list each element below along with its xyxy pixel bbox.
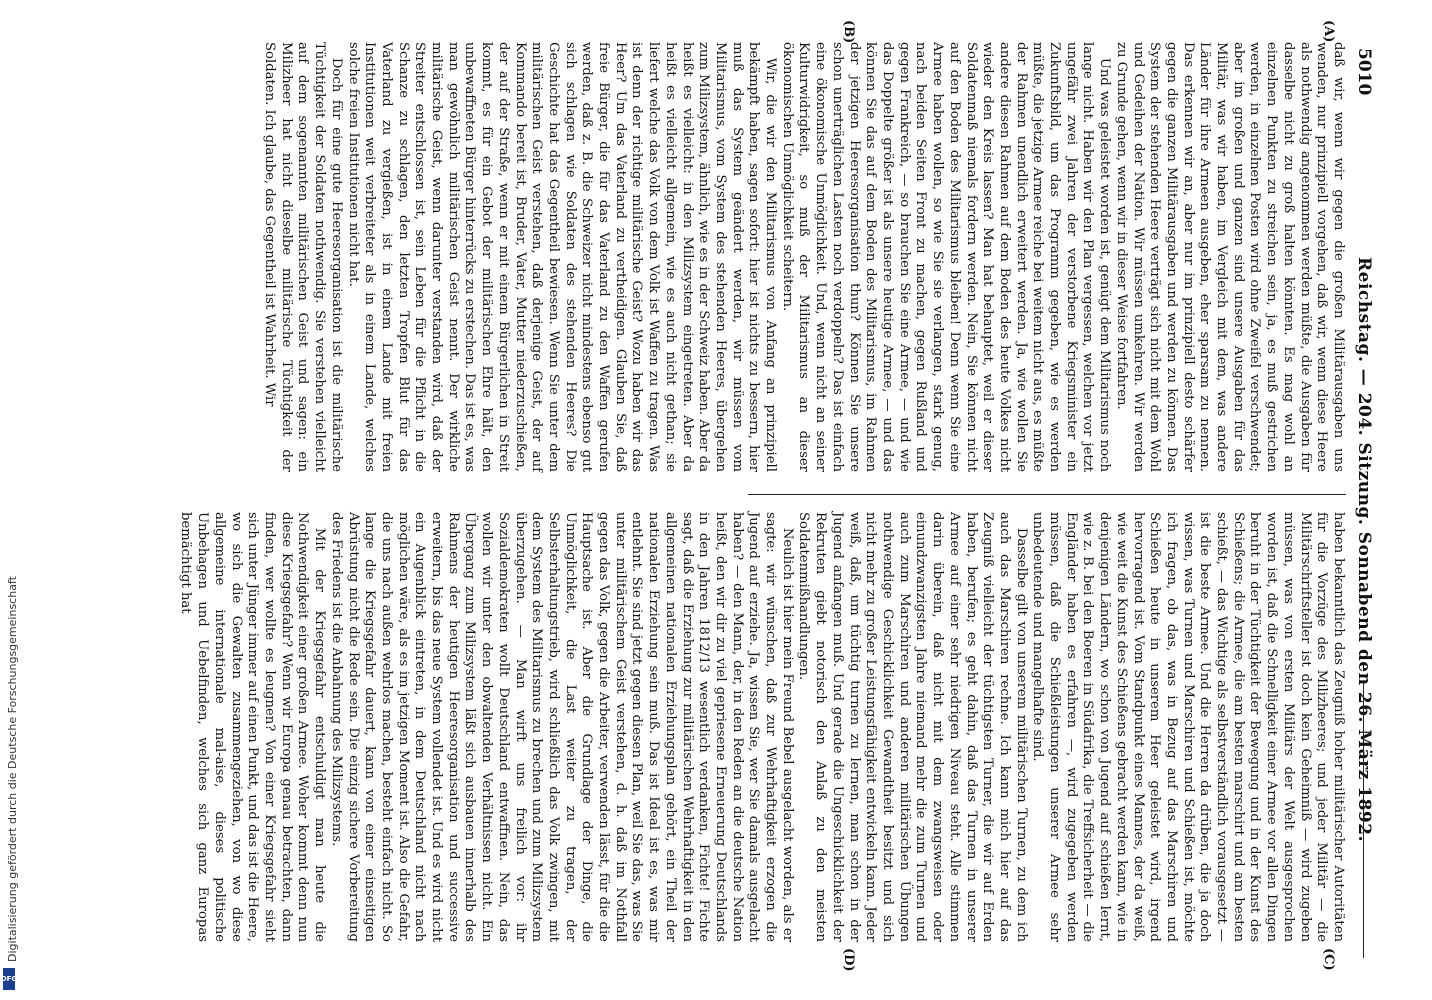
column-divider xyxy=(748,494,1346,495)
funding-note: Digitalisierung gefördert durch die Deutsche Forschungsgemeinschaft xyxy=(6,576,19,962)
right-paragraph: haben bekanntlich das Zeugniß hoher militärischer Autoritäten für die Vorzüge des Milizheeres; und jeder Militär — die Militärschriftsteller ist doch kein Geheimniß — wird zugeben müssen, was von ersten Militärs der Welt ausgesprochen worden ist, daß die Schnelligkeit einer Armee vor allen Dingen beruht in der Tüchtigkeit der Bewegung und in der Kunst des Schießens; die Armee, die am besten marschirt und am besten schießt, — das Wichtige als selbstverständlich vorausgesetzt — ist die beste Armee. Und die Herren da drüben, die ja doch wissen, was Turnen und Marschiren und Schießen ist, möchte ich fragen, ob das, was in Bezug auf das Marschiren und Schießen heute in unserem Heer geleistet wird, irgend hervorragend ist. Vom Standpunkt eines Mannes, der da weiß, wie weit die Kunst des Schießens gebracht werden kann, wie in denjenigen Ländern, wo schon von Jugend auf schießen lernt, wie z. B. bei den Boeren in Südafrika, die Treffsicherheit — die Engländer haben es erfahren —, wird zugegeben werden müssen, daß die Schießleistungen unserer Armee sehr unbedeutende und mangelhafte sind. xyxy=(1030,512,1346,942)
page-number: 5010 xyxy=(1354,48,1374,96)
dfg-logo: DFG xyxy=(3,968,15,990)
left-paragraph: daß wir, wenn wir gegen die großen Militärausgaben uns wenden, nur prinzipiell vorgehen, daß wir, wenn diese Heere als nothwendig angenommen werden müßte, die Ausgaben für dasselbe nicht zu groß halten könnten. Es mag wohl an einzelnen Punkten zu streichen sein, ja, es muß gestrichen werden, in einzelnen Posten wird ohne Zweifel verschwendet; aber im großen und ganzen sind unsere Ausgaben für das Militär, was wir haben, im Vergleich mit dem, was andere Länder für ihre Armeen ausgeben, eher sparsam zu nennen. Das erkennen wir an, aber nur im prinzipiell desto schärfer gegen die ganzen Militärausgaben und werden zu können. Das System der stehenden Heere verträgt sich nicht mit dem Wohl und Gedeihen der Nation. Wir müssen umkehren. Wir werden zu Grunde gehen, wenn wir in dieser Weise fortfahren. xyxy=(1113,42,1346,472)
left-column xyxy=(262,42,1346,472)
right-column xyxy=(178,512,1346,942)
left-paragraph: Doch für eine gute Heeresorganisation ist die militärische Tüchtigkeit der Soldaten nothwendig. Sie verstehen vielleicht auf dem sogenannten militärischen Geist und sagen: ein Milizheer hat nicht dieselbe militärische Tüchtigkeit der Soldaten. Ich glaube, das Gegentheil ist Wahrheit. Wir xyxy=(262,42,344,472)
right-paragraph: Mit der Kriegsgefahr entschuldigt man heute die Nothwendigkeit einer großen Armee. Woher kommt denn nun diese Kriegsgefahr? Wenn wir Europa genau betrachten, dann finden, wer wollte es leugnen? Von einer Kriegsgefahr sieht sich unter Jünger immer auf einen Punkt, und das ist die Heere, wo sich die Gewalten zusammengeziehen, von wo diese allgemeine internationale mal-aise, dieses politische Unbehagen und Uebelfinden, welches sich ganz Europas bemächtigt hat xyxy=(178,512,328,942)
right-paragraph: Neulich ist hier mein Freund Bebel ausgelacht worden, als er sagte: wir wünschen, daß zur Wehrhaftigkeit erzogen die Jugend auf erziehe. Ja, wissen Sie, wer Sie damals ausgelacht haben? — den Mann, der, in den Reden an die deutsche Nation heißt, den wir dir zu viel gepriesene Erneuerung Deutschlands in den Jahren 1812/13 wesentlich verdanken, Fichte! Fichte sagt, daß die Erziehung zur militärischen Wehrhaftigkeit in den allgemeinen nationalen Erziehungsplan gehört, ein Theil der nationalen Erziehung sein muß. Das ist Ideal ist es, was mir entlehnt. Sie sind jetzt gegen diesen Plan, weil Sie das, was Sie unter militärischem Geist verstehen, d. h. daß im Nothfall gegen das Volk, gegen die Arbeiter, verwenden lässt, für die die Hauptsache ist. Aber die Grundlage der Dinge, die Unmöglichkeit, die Last weiter zu tragen, der Selbsterhaltungstrieb, wird schließlich das Volk zwingen, mit dem System des Militarismus zu brechen und zum Milizsystem überzugehen. — Man wirft uns freilich vor: ihr Sozialdemokraten wollt Deutschland entwaffnen. Nein, das wollen wir unter den obwaltenden Verhältnissen nicht. Ein Übergang zum Milizsystem läßt sich ausbauen innerhalb des Rahmens der heutigen Heeresorganisation und successive erweitern, bis das neue System vollendet ist. Und es wird nicht ein Augenblick eintreten, in dem Deutschland nicht nach möglichen wäre, als es im jetzigen Moment ist. Also die Gefahr, die uns nach außen wehrlos machen, besteht einfach nicht. So lange die Kriegsgefahr dauert, kann von einer einseitigen Abrüstung nicht die Rede sein. Die einzig sichere Vorbereitung des Friedens ist die Anbahnung des Milizsystems. xyxy=(328,512,795,942)
right-paragraph: Dasselbe gilt von unserem militärischen Turnen, zu dem ich auch das Marschiren rechne. Ich kann mich hier auf das Zeugniß vielleicht der tüchtigsten Turner, die wir auf Erden haben, berufen; es geht dahin, daß das Turnen in unserer Armee auf einer sehr niedrigen Niveau steht. Alle stimmen darin überein, daß nicht mit dem zwangsweisen oder einundzwanzigsten Jahre niemand mehr die zum Turnen und auch zum Marschiren und anderen militärischen Übungen nothwendige Geschicklichkeit Gewandtheit besitzt und sich nicht mehr zu großer Leistungsfähigkeit entwickeln kann. Jeder weiß, daß, um tüchtig turnen zu lernen, man schon in der Jugend anfangen muß. Und gerade die Ungeschicklichkeit der Rekruten giebt notorisch den Anlaß zu den meisten Soldatenmißhandlungen. xyxy=(796,512,1029,942)
page-header xyxy=(1350,42,1376,958)
header-rule xyxy=(1363,682,1364,958)
running-title: Reichstag. — 204. Sitzung. Sonnabend den 26. März 1892. xyxy=(1354,257,1374,842)
margin-label-b: (B) xyxy=(841,20,856,44)
margin-label-a: (A) xyxy=(1321,20,1336,43)
left-paragraph: Wir, die wir den Militarismus von Anfang an prinzipiell bekämpft haben, sagen sofort: hier ist nichts zu bessern, hier muß das System geändert werden, wir müssen vom Militarismus, vom System des stehenden Heeres, übergehen zum Milizsystem, ähnlich, wie es in der Schweiz haben. Aber da heißt es vielleicht: in den Milizsystem eingetreten. Aber da heißt es vielleicht allgemein, wie es auch nicht gethan; sie liefert welche das Volk von dem Volk ist Waffen zu tragen. Was ist denn der richtige militärische Geist? Wozu haben wir das Heer? Um das Vaterland zu vertheidigen. Glauben Sie, daß freie Bürger, die für das Vaterland zu den Waffen gerufen werden, daß z. B. die Schweizer nicht mindestens ebenso gut sich schlagen wie Soldaten des stehenden Heeres? Die Geschichte hat das Gegentheil bewiesen. Wenn Sie unter dem militärischen Geist verstehen, daß derjenige Geist, der auf Kommando bereit ist, Bruder, Vater, Mutter niederzuschießen, der auf der Straße, wenn er mit einem Bürgerlichen in Streit kommt, es für ein Gebot der militärischen Ehre hält, den unbewaffneten Bürger hinterrücks zu erstechen. Das ist es, was man gewöhnlich militärischen Geist nennt. Der wirkliche militärische Geist, wenn darunter verstanden wird, daß der Streiter entschlossen ist, sein Leben für die Pflicht in die Schanze zu schlagen, den letzten Tropfen Blut für das Vaterland zu vergießen, ist in einem Lande mit freien Institutionen weit verbreiteter als in einem Lande, welches solche freien Institutionen nicht hat. xyxy=(345,42,779,472)
rotated-page xyxy=(60,20,1376,972)
left-paragraph: Und was geleistet worden ist, genügt dem Militarismus noch lange nicht. Haben wir den Plan vergessen, welchen vor jetzt ungefähr zwei Jahren der verstorbene Kriegsminister ein Zukunftsbild, um das Programm gegeben, wie es werden müßte, die jetzige Armee reiche bei weitem nicht aus, es müßte der Rahmen unendlich erweitert werden. Ja, wie wollen Sie andere diesen Rahmen auf dem Boden des heute Volkes nicht wieder den Kreis lassen? Man hat behauptet, weil er dieser Soldatenmaß niemals fordern werden. Nein, Sie können nicht auf den Boden des Militarismus bleiben! Denn wenn Sie eine Armee haben wollen, so wie Sie sie verlangen, stark genug, nach beiden Seiten Front zu machen, gegen Rußland und gegen Frankreich, — so brauchen Sie eine Armee, — und wie das Doppelte größer ist als unsere heutige Armee, — und das können Sie das auf dem Boden des Militarismus, im Rahmen der jetzigen Heeresorganisation thun? Können Sie unsere schon unerträglichen Lasten noch verdoppeln? Das ist einfach eine ökonomische Unmöglichkeit. Und, wenn nicht an seiner Kulturwidrigkeit, so muß der Militarismus an dieser ökonomischen Unmöglichkeit scheitern. xyxy=(779,42,1113,472)
margin-label-d: (D) xyxy=(841,948,856,972)
margin-label-c: (C) xyxy=(1321,948,1336,971)
